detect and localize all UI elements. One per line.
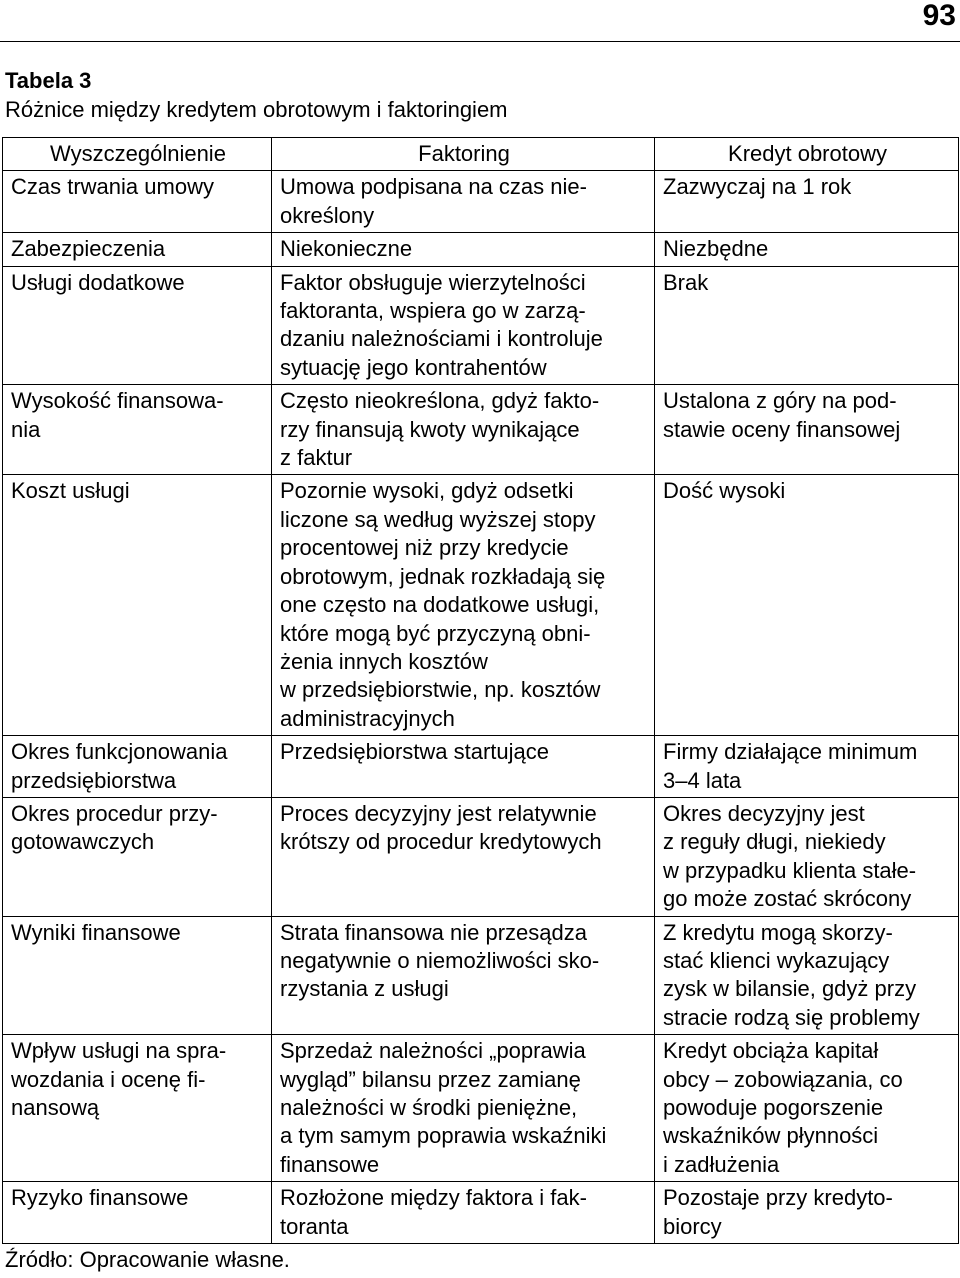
factoring-cell: Faktor obsługuje wierzytelności faktoranta, wspiera go w zarzą- dzaniu należnościami i kontroluje sytuację jego kontrahentów (272, 266, 655, 385)
credit-cell: Kredyt obciąża kapitał obcy – zobowiązania, co powoduje pogorszenie wskaźników płynności i zadłużenia (655, 1035, 959, 1182)
credit-cell: Pozostaje przy kredyto- biorcy (655, 1182, 959, 1244)
factoring-cell: Rozłożone między faktora i fak- toranta (272, 1182, 655, 1244)
row-label-cell: Wpływ usługi na spra- wozdania i ocenę fi- nansową (3, 1035, 272, 1182)
credit-cell: Niezbędne (655, 233, 959, 266)
header-cell: Wyszczególnienie (3, 138, 272, 171)
table-row (3, 1035, 959, 1182)
factoring-cell: Niekonieczne (272, 233, 655, 266)
table-label: Tabela 3 (5, 68, 92, 93)
credit-cell: Zazwyczaj na 1 rok (655, 171, 959, 233)
table-caption (5, 66, 508, 124)
table-row (3, 171, 959, 233)
table-row (3, 385, 959, 475)
credit-cell: Okres decyzyjny jest z reguły długi, niekiedy w przypadku klienta stałe- go może zostać skrócony (655, 797, 959, 916)
table-row (3, 266, 959, 385)
factoring-cell: Umowa podpisana na czas nie- określony (272, 171, 655, 233)
page-number: 93 (922, 0, 956, 32)
credit-cell: Firmy działające minimum 3–4 lata (655, 736, 959, 798)
factoring-cell: Sprzedaż należności „poprawia wygląd” bilansu przez zamianę należności w środki pieniężne, a tym samym poprawia wskaźniki finansowe (272, 1035, 655, 1182)
header-rule (0, 41, 960, 42)
factoring-cell: Przedsiębiorstwa startujące (272, 736, 655, 798)
row-label-cell: Wyniki finansowe (3, 916, 272, 1035)
header-cell: Faktoring (272, 138, 655, 171)
row-label-cell: Usługi dodatkowe (3, 266, 272, 385)
row-label-cell: Czas trwania umowy (3, 171, 272, 233)
table-row (3, 233, 959, 266)
row-label-cell: Okres funkcjonowania przedsiębiorstwa (3, 736, 272, 798)
factoring-cell: Strata finansowa nie przesądza negatywnie o niemożliwości sko- rzystania z usługi (272, 916, 655, 1035)
table-row (3, 797, 959, 916)
row-label-cell: Zabezpieczenia (3, 233, 272, 266)
credit-cell: Brak (655, 266, 959, 385)
table-row (3, 475, 959, 736)
row-label-cell: Okres procedur przy- gotowawczych (3, 797, 272, 916)
credit-cell: Ustalona z góry na pod- stawie oceny finansowej (655, 385, 959, 475)
table-title: Różnice między kredytem obrotowym i faktoringiem (5, 97, 508, 122)
comparison-table (2, 137, 959, 1244)
table-row (3, 736, 959, 798)
credit-cell: Z kredytu mogą skorzy- stać klienci wykazujący zysk w bilansie, gdyż przy stracie rodzą się problemy (655, 916, 959, 1035)
credit-cell: Dość wysoki (655, 475, 959, 736)
table-header-row (3, 138, 959, 171)
table-row (3, 916, 959, 1035)
factoring-cell: Często nieokreślona, gdyż fakto- rzy finansują kwoty wynikające z faktur (272, 385, 655, 475)
header-cell: Kredyt obrotowy (655, 138, 959, 171)
factoring-cell: Pozornie wysoki, gdyż odsetki liczone są według wyższej stopy procentowej niż przy kredycie obrotowym, jednak rozkładają się one często na dodatkowe usługi, które mogą być przyczyną obni- żenia innych kosztów w przedsiębiorstwie, np. kosztów administracyjnych (272, 475, 655, 736)
source-note: Źródło: Opracowanie własne. (5, 1247, 290, 1272)
table-row (3, 1182, 959, 1244)
row-label-cell: Ryzyko finansowe (3, 1182, 272, 1244)
row-label-cell: Koszt usługi (3, 475, 272, 736)
row-label-cell: Wysokość finansowa- nia (3, 385, 272, 475)
factoring-cell: Proces decyzyjny jest relatywnie krótszy od procedur kredytowych (272, 797, 655, 916)
